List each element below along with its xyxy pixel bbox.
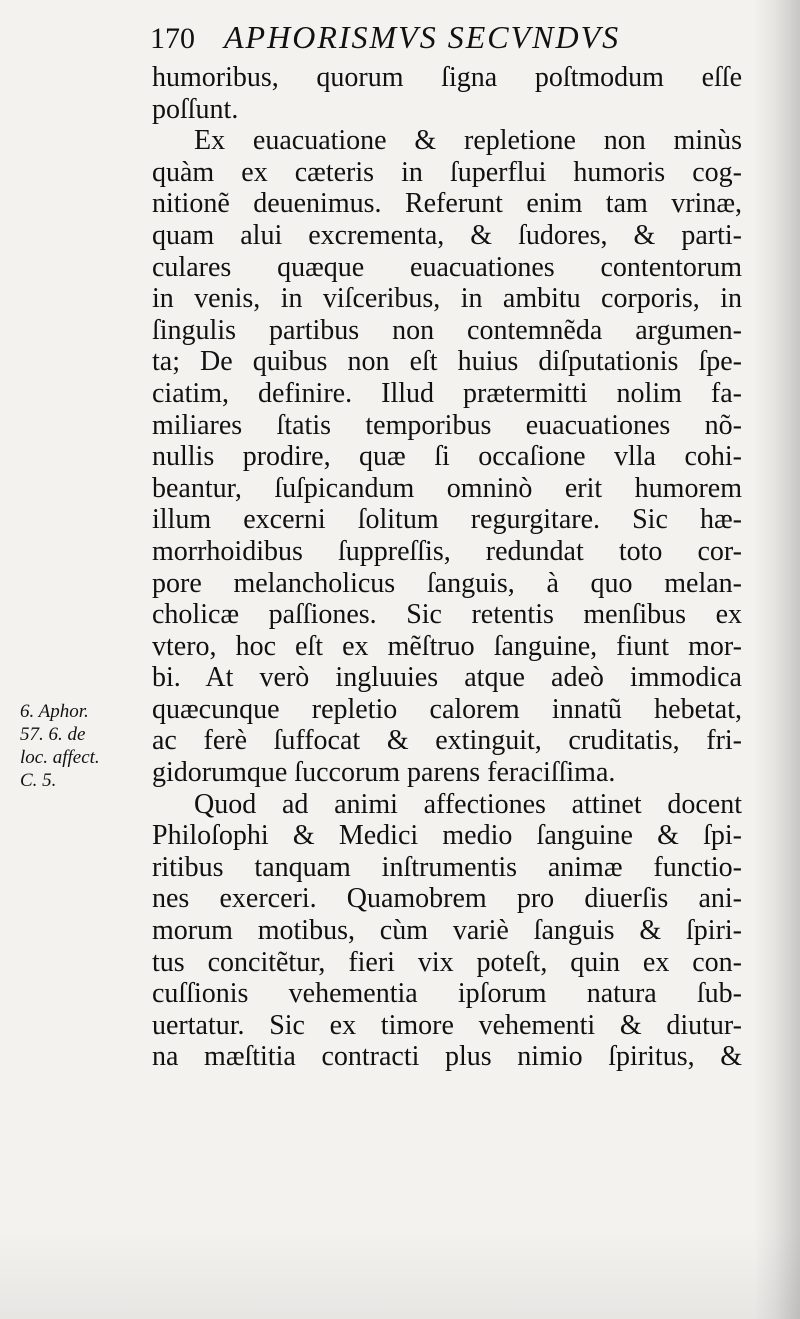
page-header [150,14,780,56]
text-line: gidorumque ſuccorum parens feraciſſima. [152,757,616,789]
page-bottom-shadow [0,1229,800,1319]
text-line: quæcunque repletio calorem innatũ hebetat, [152,693,742,725]
page-edge-shadow [754,0,800,1319]
text-line: nullis prodire, quæ ſi occaſione vlla cohi- [152,441,742,473]
text-line: Philoſophi & Medici medio ſanguine & ſpi- [152,820,742,852]
margin-note-line: C. 5. [20,770,57,791]
margin-note [20,700,146,792]
text-line: Ex euacuatione & repletione non minùs [194,125,742,157]
margin-note-line: 57. 6. de [20,724,86,745]
text-line: na mæſtitia contracti plus nimio ſpiritus, & [152,1041,742,1073]
text-line: nes exerceri. Quamobrem pro diuerſis ani- [152,883,742,915]
text-line: vtero, hoc eſt ex mẽſtruo ſanguine, fiunt mor- [152,630,742,662]
text-line: tus concitẽtur, fieri vix poteſt, quin ex con- [152,946,742,978]
text-line: ciatim, definire. Illud prætermitti nolim fa- [152,377,742,409]
text-line: morum motibus, cùm variè ſanguis & ſpiri- [152,915,742,947]
text-line: Quod ad animi affectiones attinet docent [194,788,742,820]
text-line: in venis, in viſceribus, in ambitu corporis, in [152,283,742,315]
text-line: ſingulis partibus non contemnẽda argumen- [152,314,742,346]
body-text [152,62,742,1073]
text-line: uertatur. Sic ex timore vehementi & diutur- [152,1009,742,1041]
text-line: quàm ex cæteris in ſuperflui humoris cog- [152,156,742,188]
text-line: beantur, ſuſpicandum omninò erit humorem [152,472,742,504]
text-line: ritibus tanquam inſtrumentis animæ functio- [152,851,742,883]
text-line: nitionẽ deuenimus. Referunt enim tam vrinæ, [152,188,742,220]
text-line: ac ferè ſuffocat & extinguit, cruditatis, fri- [152,725,742,757]
text-line: cuſſionis vehementia ipſorum natura ſub- [152,978,742,1010]
text-line: ta; De quibus non eſt huius diſputationis ſpe- [152,346,742,378]
text-line: quam alui excrementa, & ſudores, & parti- [152,219,742,251]
page-number: 170 [150,22,195,55]
text-line: humoribus, quorum ſigna poſtmodum eſſe [152,62,742,93]
text-line: morrhoidibus ſuppreſſis, redundat toto cor- [152,535,742,567]
text-line: illum excerni ſolitum regurgitare. Sic hæ- [152,504,742,536]
text-line: pore melancholicus ſanguis, à quo melan- [152,567,742,599]
text-line: bi. At verò ingluuies atque adeò immodica [152,662,742,694]
margin-note-line: loc. affect. [20,747,100,768]
text-line: culares quæque euacuationes contentorum [152,251,742,283]
text-line: miliares ſtatis temporibus euacuationes nõ- [152,409,742,441]
running-title: APHORISMVS SECVNDVS [224,19,621,55]
text-line: cholicæ paſſiones. Sic retentis menſibus ex [152,599,742,631]
text-line: poſſunt. [152,93,239,125]
margin-note-line: 6. Aphor. [20,701,89,722]
